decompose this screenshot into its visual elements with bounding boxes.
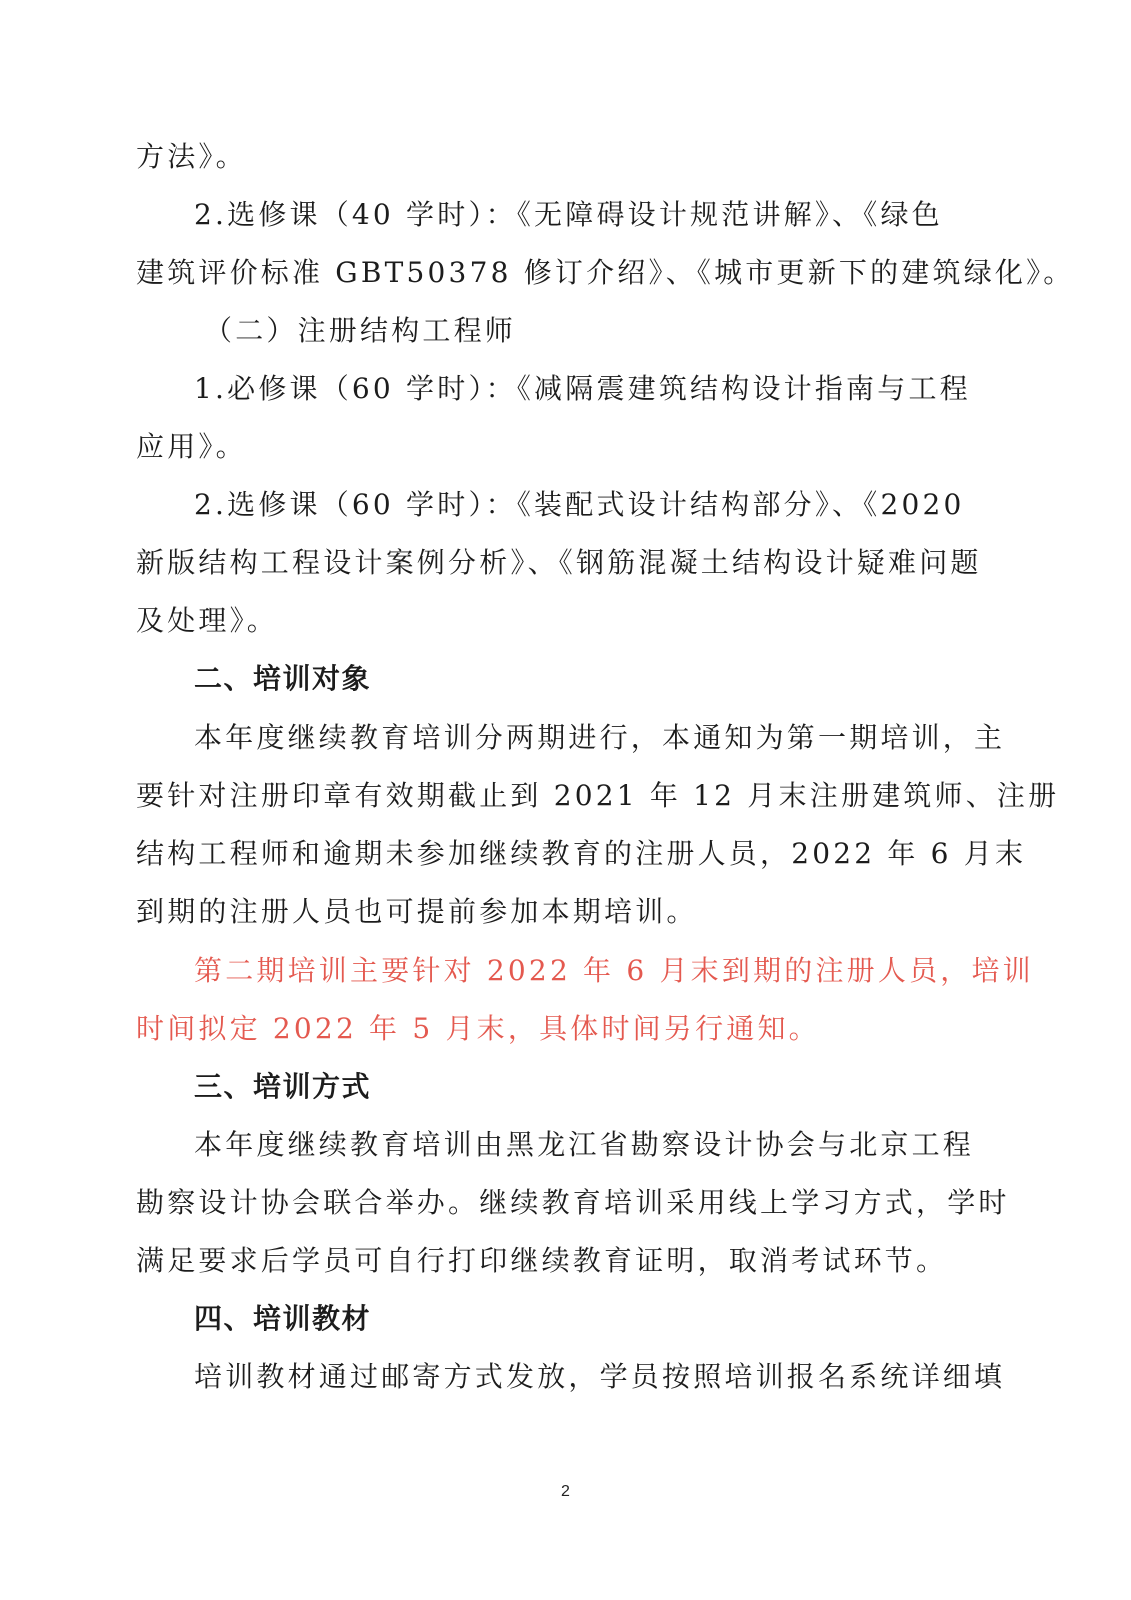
text-line: 应用》。 (136, 430, 247, 463)
text-line: 建筑评价标准 GBT50378 修订介绍》、《城市更新下的建筑绿化》。 (136, 256, 1075, 289)
text-line: 新版结构工程设计案例分析》、《钢筋混凝土结构设计疑难问题 (136, 546, 982, 579)
subsection-heading: （二）注册结构工程师 (204, 314, 517, 347)
section-heading: 四、培训教材 (194, 1302, 372, 1335)
text-line: 方法》。 (136, 140, 247, 173)
page-number: 2 (561, 1483, 570, 1500)
text-line: 本年度继续教育培训由黑龙江省勘察设计协会与北京工程 (194, 1128, 975, 1161)
text-line: 满足要求后学员可自行打印继续教育证明，取消考试环节。 (136, 1244, 948, 1277)
text-line: 结构工程师和逾期未参加继续教育的注册人员，2022 年 6 月末 (136, 837, 1027, 870)
text-line: 2.选修课（60 学时）：《装配式设计结构部分》、《2020 (194, 488, 965, 521)
text-line: 1.必修课（60 学时）：《减隔震建筑结构设计指南与工程 (194, 372, 971, 405)
text-line: 到期的注册人员也可提前参加本期培训。 (136, 895, 698, 928)
text-line: 2.选修课（40 学时）：《无障碍设计规范讲解》、《绿色 (194, 198, 943, 231)
section-heading: 三、培训方式 (194, 1070, 372, 1103)
highlighted-text-line: 第二期培训主要针对 2022 年 6 月末到期的注册人员，培训 (194, 954, 1034, 987)
text-line: 要针对注册印章有效期截止到 2021 年 12 月末注册建筑师、注册 (136, 779, 1060, 812)
highlighted-text-line: 时间拟定 2022 年 5 月末，具体时间另行通知。 (136, 1012, 820, 1045)
text-line: 勘察设计协会联合举办。继续教育培训采用线上学习方式，学时 (136, 1186, 1010, 1219)
text-line: 培训教材通过邮寄方式发放，学员按照培训报名系统详细填 (194, 1360, 1006, 1393)
text-line: 本年度继续教育培训分两期进行，本通知为第一期培训，主 (194, 721, 1006, 754)
text-line: 及处理》。 (136, 604, 279, 637)
section-heading: 二、培训对象 (194, 662, 372, 695)
